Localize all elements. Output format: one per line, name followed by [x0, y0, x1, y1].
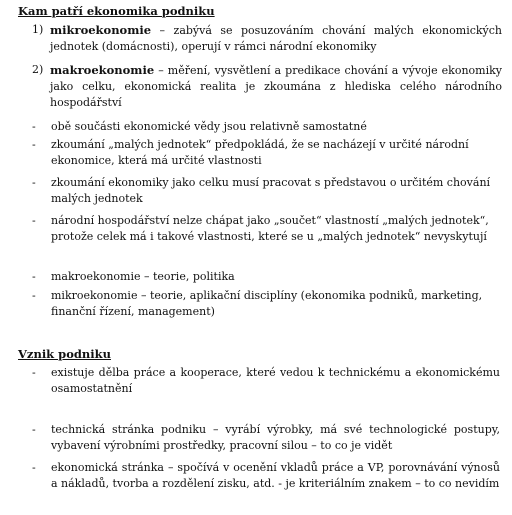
dash-bullet: -	[32, 176, 36, 189]
list-item-text: obě součásti ekonomické vědy jsou relativně samostatné	[51, 120, 367, 133]
list-item	[32, 365, 500, 397]
term-mikroekonomie: mikroekonomie	[50, 23, 152, 37]
dash-bullet: -	[32, 138, 36, 151]
item-number: 1)	[32, 23, 44, 36]
list-item-text: zkoumání „malých jednotek“ předpokládá, že se nacházejí v určité národní ekonomice, která má určité vlastnosti	[51, 138, 469, 167]
list-item	[32, 460, 500, 492]
dash-bullet: -	[32, 461, 36, 474]
dash-bullet: -	[32, 120, 36, 133]
list-item	[32, 137, 500, 169]
term-definition: – zabývá se posuzováním chování malých ekonomických jednotek (domácnosti), operují v rámci národní ekonomiky	[50, 24, 502, 53]
list-item	[32, 269, 500, 285]
list-item	[32, 213, 500, 245]
list-item-text: makroekonomie – teorie, politika	[51, 270, 235, 283]
section-heading-kam-patri: Kam patří ekonomika podniku	[18, 4, 215, 18]
dash-bullet: -	[32, 270, 36, 283]
list-item-text: zkoumání ekonomiky jako celku musí pracovat s představou o určitém chování malých jednotek	[51, 176, 491, 205]
list-item-text: existuje dělba práce a kooperace, které vedou k technickému a ekonomickému osamostatnění	[51, 366, 500, 395]
section-heading-vznik-podniku: Vznik podniku	[18, 347, 111, 361]
dash-bullet: -	[32, 423, 36, 436]
dash-bullet: -	[32, 289, 36, 302]
list-item-text: ekonomická stránka – spočívá v ocenění vkladů práce a VP, porovnávání výnosů a nákladů, tvorba a rozdělení zisku, atd. - je kriteriálním znakem – to co nevidím	[51, 461, 500, 490]
list-item	[32, 175, 500, 207]
list-item	[32, 119, 500, 135]
numbered-item-makroekonomie	[32, 62, 502, 111]
item-number: 2)	[32, 63, 44, 76]
list-item	[32, 288, 500, 320]
dash-bullet: -	[32, 214, 36, 227]
list-item-text: mikroekonomie – teorie, aplikační disciplíny (ekonomika podniků, marketing, finanční řízení, management)	[51, 289, 483, 318]
list-item-text: technická stránka podniku – vyrábí výrobky, má své technologické postupy, vybavení výrobními prostředky, pracovní silou – to co je vidět	[51, 423, 500, 452]
term-makroekonomie: makroekonomie	[50, 63, 155, 77]
numbered-item-mikroekonomie	[32, 22, 502, 55]
list-item-text: národní hospodářství nelze chápat jako „součet“ vlastností „malých jednotek“, protože celek má i takové vlastnosti, které se u „malých jednotek“ nevyskytují	[51, 214, 489, 243]
dash-bullet: -	[32, 366, 36, 379]
list-item	[32, 422, 500, 454]
term-definition: – měření, vysvětlení a predikace chování a vývoje ekonomiky jako celku, ekonomická realita je zkoumána z hlediska celého národního hospodářství	[50, 64, 502, 109]
